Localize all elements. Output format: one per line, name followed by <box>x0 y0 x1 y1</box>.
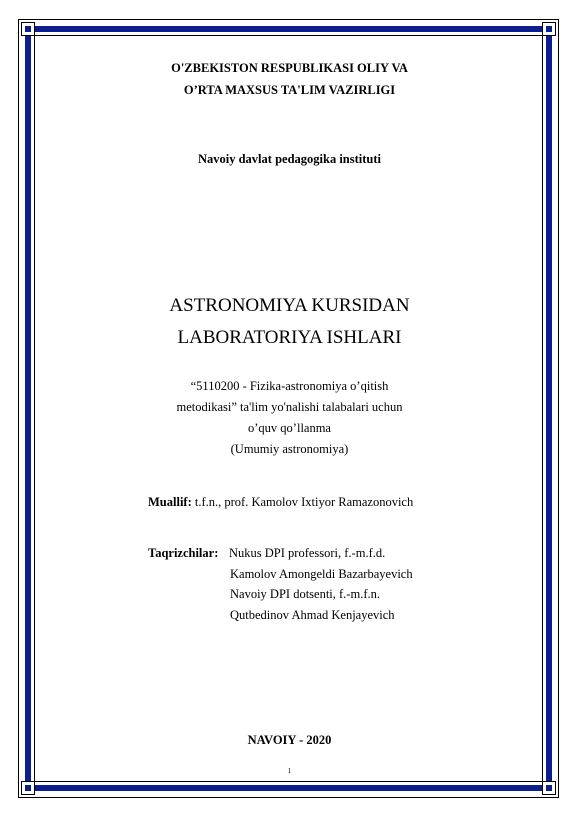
document-description <box>0 376 579 460</box>
ministry-line-1: O'ZBEKISTON RESPUBLIKASI OLIY VA <box>171 61 408 75</box>
author-value: t.f.n., prof. Kamolov Ixtiyor Ramazonovich <box>191 495 414 509</box>
ministry-heading <box>0 57 579 101</box>
reviewers-list <box>229 543 413 625</box>
author-line <box>148 495 413 510</box>
reviewer-line: Kamolov Amongeldi Bazarbayevich <box>230 566 413 581</box>
reviewer-line: Navoiy DPI dotsenti, f.-m.f.n. <box>230 587 380 601</box>
corner-ornament <box>539 778 559 798</box>
reviewer-line: Nukus DPI professori, f.-m.f.d. <box>229 546 386 560</box>
description-line-4: (Umumiy astronomiya) <box>230 442 349 456</box>
author-label: Muallif: <box>148 495 192 509</box>
reviewer-line: Qutbedinov Ahmad Kenjayevich <box>230 607 395 622</box>
title-line-2: LABORATORIYA ISHLARI <box>177 327 402 348</box>
document-title <box>0 290 579 354</box>
page-number: 1 <box>287 767 292 775</box>
institute-name: Navoiy davlat pedagogika instituti <box>197 152 381 166</box>
description-line-2: metodikasi” ta'lim yo'nalishi talabalari uchun <box>176 400 403 414</box>
ministry-line-2: O’RTA MAXSUS TA'LIM VAZIRLIGI <box>183 83 396 97</box>
reviewers-label: Taqrizchilar: <box>148 546 219 560</box>
corner-ornament <box>18 778 38 798</box>
description-line-3: o’quv qo’llanma <box>248 421 331 435</box>
corner-ornament <box>18 19 38 39</box>
description-line-1: “5110200 - Fizika-astronomiya o’qitish <box>190 379 389 393</box>
corner-ornament <box>539 19 559 39</box>
title-line-1: ASTRONOMIYA KURSIDAN <box>169 295 410 316</box>
city-year: NAVOIY - 2020 <box>247 733 332 747</box>
